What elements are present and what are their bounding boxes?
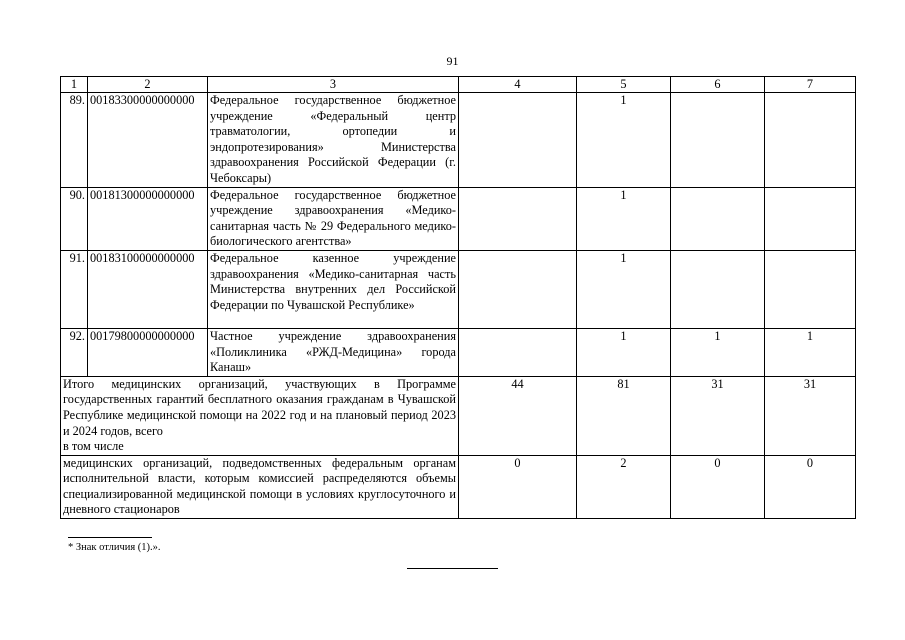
subtotal-row xyxy=(61,455,856,518)
total-value-col5: 81 xyxy=(577,376,671,455)
subtotal-value-col4: 0 xyxy=(459,455,577,518)
total-label: Итого медицинских организаций, участвующих в Программе государственных гарантий бесплатного оказания гражданам в Чувашской Республике медицинской помощи на 2022 год и на плановый период 2023 и 2024 годов, всего xyxy=(63,376,456,438)
row-value-col4 xyxy=(459,328,577,376)
page-number: 91 xyxy=(446,54,459,68)
subtotal-value-col5: 2 xyxy=(577,455,671,518)
row-value-col6 xyxy=(671,93,765,188)
row-value-col5: 1 xyxy=(577,250,671,328)
row-number: 90. xyxy=(61,187,88,250)
row-value-col5: 1 xyxy=(577,328,671,376)
row-organization-name: Федеральное государственное бюджетное учреждение «Федеральный центр травматологии, ортопедии и эндопротезирования» Министерства здравоохранения Российской Федерации (г. Чебоксары) xyxy=(208,93,459,188)
column-header: 3 xyxy=(208,77,459,93)
subtotal-label: медицинских организаций, подведомственных федеральным органам исполнительной власти, которым комиссией распределяются объемы специализированной медицинской помощи в условиях круглосуточного и дневного стационаров xyxy=(61,455,459,518)
column-header: 6 xyxy=(671,77,765,93)
row-code: 00179800000000000 xyxy=(88,328,208,376)
row-value-col4 xyxy=(459,187,577,250)
row-organization-name: Федеральное государственное бюджетное учреждение здравоохранения «Медико-санитарная часть № 29 Федерального медико-биологического агентства» xyxy=(208,187,459,250)
total-row xyxy=(61,376,856,455)
table-row xyxy=(61,93,856,188)
column-header: 4 xyxy=(459,77,577,93)
row-value-col6 xyxy=(671,250,765,328)
row-value-col7 xyxy=(765,93,856,188)
row-value-col4 xyxy=(459,93,577,188)
total-value-col4: 44 xyxy=(459,376,577,455)
row-number: 91. xyxy=(61,250,88,328)
total-value-col6: 31 xyxy=(671,376,765,455)
total-label-extra: в том числе xyxy=(63,439,124,454)
total-value-col7: 31 xyxy=(765,376,856,455)
table-row xyxy=(61,187,856,250)
row-value-col4 xyxy=(459,250,577,328)
subtotal-value-col6: 0 xyxy=(671,455,765,518)
row-organization-name: Федеральное казенное учреждение здравоохранения «Медико-санитарная часть Министерства внутренних дел Российской Федерации по Чувашской Республике» xyxy=(208,250,459,328)
row-value-col6 xyxy=(671,187,765,250)
footnote: * Знак отличия (1).». xyxy=(68,542,161,553)
subtotal-value-col7: 0 xyxy=(765,455,856,518)
row-value-col6: 1 xyxy=(671,328,765,376)
row-value-col7: 1 xyxy=(765,328,856,376)
row-code: 00183100000000000 xyxy=(88,250,208,328)
table-row xyxy=(61,250,856,328)
total-label-cell xyxy=(61,376,459,455)
column-header: 2 xyxy=(88,77,208,93)
row-value-col5: 1 xyxy=(577,93,671,188)
column-header: 5 xyxy=(577,77,671,93)
table-row xyxy=(61,328,856,376)
row-number: 89. xyxy=(61,93,88,188)
organizations-table xyxy=(60,76,856,519)
row-value-col5: 1 xyxy=(577,187,671,250)
row-number: 92. xyxy=(61,328,88,376)
row-value-col7 xyxy=(765,187,856,250)
row-code: 00181300000000000 xyxy=(88,187,208,250)
column-header: 7 xyxy=(765,77,856,93)
footnote-divider xyxy=(68,537,152,538)
table-header-row xyxy=(61,77,856,93)
row-organization-name: Частное учреждение здравоохранения «Поликлиника «РЖД-Медицина» города Канаш» xyxy=(208,328,459,376)
column-header: 1 xyxy=(61,77,88,93)
row-value-col7 xyxy=(765,250,856,328)
row-code: 00183300000000000 xyxy=(88,93,208,188)
end-divider xyxy=(407,568,498,569)
